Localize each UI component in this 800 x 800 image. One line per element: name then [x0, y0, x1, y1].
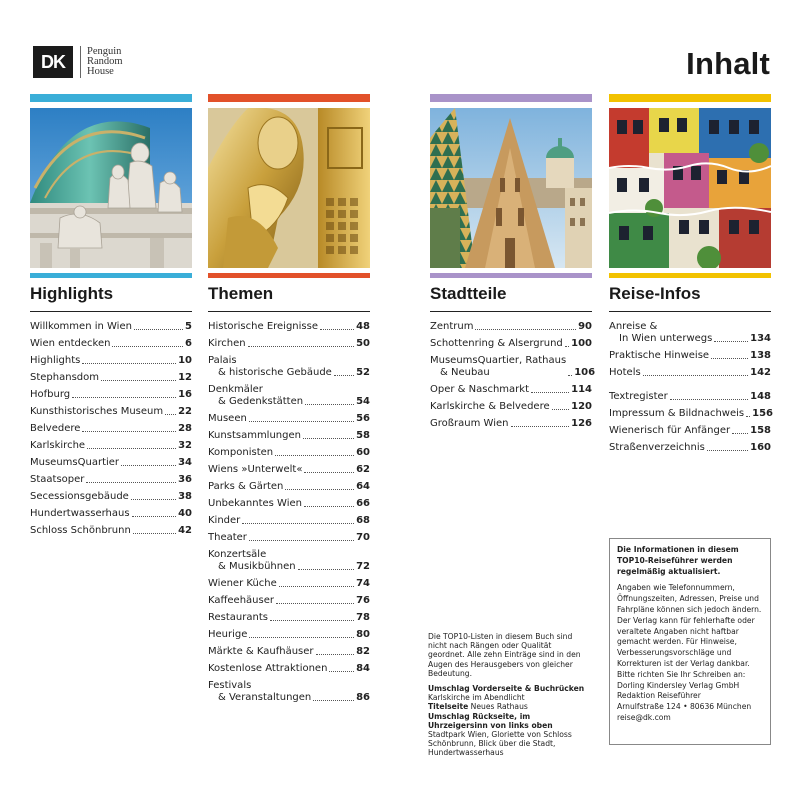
toc-page-number: 10 [178, 355, 192, 366]
section-heading-themen: Themen [208, 284, 274, 303]
toc-entry-line: & Gedenkstätten [218, 396, 304, 407]
dot-leader [711, 358, 748, 359]
toc-entry[interactable] [30, 525, 192, 537]
toc-entry[interactable] [208, 663, 370, 675]
dot-leader [132, 516, 177, 517]
toc-entry[interactable] [30, 440, 192, 452]
klimt-gold-figure-image [208, 108, 370, 268]
toc-entry-title [30, 525, 131, 537]
title-page-text: Neues Rathaus [470, 702, 528, 712]
dot-leader [121, 465, 176, 466]
section-color-rule [430, 273, 592, 278]
toc-entry-title [609, 350, 709, 362]
dot-leader [249, 637, 354, 638]
toc-entry-line: & Musikbühnen [218, 561, 296, 572]
toc-entry-title [208, 338, 246, 350]
dot-leader [732, 433, 748, 434]
dot-leader [475, 329, 576, 330]
toc-page-number: 158 [750, 425, 771, 436]
toc-entry-title [208, 498, 302, 510]
toc-entry-title [430, 401, 550, 413]
toc-entry-title [30, 491, 129, 503]
toc-entry-line: Zentrum [430, 321, 474, 332]
toc-page-number: 62 [356, 464, 370, 475]
cover-back-text: Stadtpark Wien, Gloriette von Schloss Schönbrunn, Blick über die Stadt, Hundertwasserhaus [428, 730, 572, 758]
toc-entry[interactable] [208, 413, 370, 425]
toc-list-themen [208, 321, 370, 704]
dot-leader [242, 523, 354, 524]
toc-page-number: 86 [356, 692, 370, 703]
dot-leader [531, 392, 569, 393]
toc-entry[interactable] [609, 321, 771, 345]
toc-entry[interactable] [30, 338, 192, 350]
dot-leader [131, 499, 176, 500]
toc-entry[interactable] [208, 430, 370, 442]
dk-logo-text: DK [41, 51, 65, 72]
dot-leader [165, 414, 176, 415]
dot-leader [305, 404, 354, 405]
toc-entry-line: Kostenlose Attraktionen [208, 663, 328, 674]
toc-entry-line: Willkommen in Wien [30, 321, 132, 332]
toc-entry-title [609, 425, 730, 437]
toc-entry-line: Karlskirche & Belvedere [430, 401, 550, 412]
toc-entry-title [208, 515, 240, 527]
section-color-bar [30, 94, 192, 102]
highlights-photo [30, 108, 192, 268]
toc-entry-line: Wien entdecken [30, 338, 111, 349]
toc-page-number: 68 [356, 515, 370, 526]
dot-leader [86, 482, 176, 483]
toc-entry-title [609, 442, 705, 454]
toc-entry-line: Konzertsäle [208, 549, 267, 560]
toc-entry-title [208, 612, 268, 624]
toc-column-reiseinfos [609, 94, 771, 459]
toc-page-number: 36 [178, 474, 192, 485]
dot-leader [285, 489, 354, 490]
toc-entry-line: & Neubau [440, 367, 490, 378]
section-heading-highlights: Highlights [30, 284, 114, 303]
hundertwasserhaus-image [609, 108, 771, 268]
dot-leader [133, 533, 176, 534]
toc-page-number: 6 [185, 338, 192, 349]
toc-page-number: 120 [571, 401, 592, 412]
dot-leader [248, 346, 355, 347]
toc-entry-line: Märkte & Kaufhäuser [208, 646, 314, 657]
toc-entry-line: MuseumsQuartier, Rathaus [430, 355, 567, 366]
toc-entry-line: Kirchen [208, 338, 246, 349]
toc-entry[interactable] [30, 372, 192, 384]
toc-entry-line: Kunstsammlungen [208, 430, 301, 441]
toc-page-number: 72 [356, 561, 370, 572]
toc-entry-title [430, 355, 566, 379]
toc-page-number: 60 [356, 447, 370, 458]
toc-entry[interactable] [30, 508, 192, 520]
toc-page-number: 80 [356, 629, 370, 640]
toc-entry-line: Praktische Hinweise [609, 350, 710, 361]
toc-page-number: 38 [178, 491, 192, 502]
toc-page-number: 74 [356, 578, 370, 589]
toc-entry[interactable] [208, 384, 370, 408]
toc-page-number: 48 [356, 321, 370, 332]
toc-entry-line: Textregister [609, 391, 668, 402]
toc-entry-title [609, 321, 712, 345]
dot-leader [303, 438, 354, 439]
dot-leader [82, 431, 176, 432]
reiseinfos-photo [609, 108, 771, 268]
toc-entry-line: Hundertwasserhaus [30, 508, 130, 519]
toc-entry-title [609, 367, 641, 379]
heading-underline [430, 311, 592, 312]
infobox-lead: Die Informationen in diesem TOP10-Reiseführer werden regelmäßig aktualisiert. [617, 545, 739, 576]
toc-entry-title [430, 384, 529, 396]
toc-entry-title [609, 408, 744, 420]
toc-entry-line: Historische Ereignisse [208, 321, 318, 332]
dot-leader [746, 416, 750, 417]
toc-page-number: 90 [578, 321, 592, 332]
toc-entry[interactable] [30, 491, 192, 503]
toc-entry-title [30, 389, 70, 401]
infobox-address-line: Dorling Kindersley Verlag GmbH [617, 680, 740, 690]
toc-entry-line: Wiener Küche [208, 578, 277, 589]
toc-entry-title [208, 578, 277, 590]
toc-entry[interactable] [430, 401, 592, 413]
toc-entry-line: Impressum & Bildnachweis [609, 408, 745, 419]
dot-leader [112, 346, 183, 347]
toc-entry-line: Festivals [208, 680, 252, 691]
section-color-bar [609, 94, 771, 102]
toc-entry-line: Belvedere [30, 423, 81, 434]
toc-page-number: 138 [750, 350, 771, 361]
toc-entry-title [430, 338, 563, 350]
toc-entry[interactable] [30, 321, 192, 333]
toc-page-number: 70 [356, 532, 370, 543]
toc-entry-line: Staatsoper [30, 474, 85, 485]
toc-entry-line: Kinder [208, 515, 241, 526]
top10-note [428, 632, 588, 758]
dot-leader [87, 448, 176, 449]
toc-page-number: 16 [178, 389, 192, 400]
toc-page-number: 84 [356, 663, 370, 674]
dot-leader [101, 380, 176, 381]
toc-entry-line: Wienerisch für Anfänger [609, 425, 731, 436]
toc-page-number: 160 [750, 442, 771, 453]
dot-leader [670, 399, 748, 400]
toc-list-reiseinfos [609, 321, 771, 454]
dot-leader [270, 620, 354, 621]
dot-leader [643, 375, 748, 376]
section-color-rule [208, 273, 370, 278]
dot-leader [511, 426, 570, 427]
note-intro: Die TOP10-Listen in diesem Buch sind nicht nach Rängen oder Qualität geordnet. Alle zehn Einträge sind in den Augen des Herausgebers von gleicher Bedeutung. [428, 632, 581, 678]
toc-entry-title [208, 447, 273, 459]
toc-entry-title [30, 338, 110, 350]
infobox-address-line: Arnulfstraße 124 • 80636 München [617, 702, 752, 712]
toc-entry[interactable] [30, 355, 192, 367]
toc-entry-line: Schloss Schönbrunn [30, 525, 131, 536]
toc-list-stadtteile [430, 321, 596, 430]
cover-front-label: Umschlag Vorderseite & Buchrücken [428, 684, 585, 694]
toc-entry[interactable] [609, 367, 771, 379]
toc-entry-line: Großraum Wien [430, 418, 509, 429]
toc-entry-line: Theater [208, 532, 247, 543]
toc-entry[interactable] [609, 350, 771, 362]
toc-entry[interactable] [208, 646, 370, 658]
toc-entry[interactable] [208, 595, 370, 607]
toc-entry[interactable] [430, 321, 592, 333]
toc-entry-line: Denkmäler [208, 384, 263, 395]
toc-page-number: 50 [356, 338, 370, 349]
section-heading-reiseinfos: Reise-Infos [609, 284, 701, 303]
toc-entry-line: Secessionsgebäude [30, 491, 129, 502]
toc-entry-line: Hofburg [30, 389, 71, 400]
toc-entry-line: Parks & Gärten [208, 481, 284, 492]
toc-entry-title [30, 321, 132, 333]
toc-entry-title [30, 372, 99, 384]
stephansdom-roof-image [430, 108, 592, 268]
toc-entry-title [208, 464, 302, 476]
toc-column-highlights [30, 94, 192, 542]
dot-leader [565, 346, 569, 347]
toc-entry[interactable] [430, 338, 592, 350]
publisher-name [87, 47, 123, 77]
toc-entry[interactable] [208, 532, 370, 544]
heading-underline [208, 311, 370, 312]
toc-page-number: 5 [185, 321, 192, 332]
section-color-bar [430, 94, 592, 102]
infobox-contact-intro: Bitte richten Sie Ihr Schreiben an: [617, 669, 746, 679]
dot-leader [334, 375, 354, 376]
toc-entry-title [208, 680, 311, 704]
toc-entry[interactable] [208, 578, 370, 590]
toc-entry-title [208, 532, 247, 544]
toc-entry[interactable] [208, 355, 370, 379]
dot-leader [276, 603, 354, 604]
toc-entry-title [30, 474, 84, 486]
dk-logo-mark [33, 46, 73, 78]
toc-entry[interactable] [208, 498, 370, 510]
section-heading-stadtteile: Stadtteile [430, 284, 507, 303]
dot-leader [298, 569, 355, 570]
toc-page-number: 56 [356, 413, 370, 424]
toc-page-number: 12 [178, 372, 192, 383]
toc-page-number: 148 [750, 391, 771, 402]
toc-entry[interactable] [430, 355, 596, 379]
toc-entry-title [30, 423, 80, 435]
heading-underline [609, 311, 771, 312]
dot-leader [552, 409, 570, 410]
toc-entry-line: Highlights [30, 355, 81, 366]
toc-page-number: 42 [178, 525, 192, 536]
dot-leader [279, 586, 354, 587]
dot-leader [82, 363, 176, 364]
dot-leader [714, 341, 748, 342]
cover-credits [428, 684, 588, 758]
toc-entry[interactable] [208, 481, 370, 493]
toc-entry-title [208, 595, 274, 607]
dot-leader [320, 329, 354, 330]
toc-page-number: 106 [574, 367, 596, 378]
dot-leader [72, 397, 176, 398]
toc-page-number: 32 [178, 440, 192, 451]
dot-leader [249, 540, 354, 541]
toc-entry-line: Anreise & [609, 321, 658, 332]
toc-page-number: 54 [356, 396, 370, 407]
toc-entry[interactable] [609, 442, 771, 454]
toc-entry-title [208, 355, 332, 379]
toc-page-number: 114 [571, 384, 592, 395]
publisher-line: Penguin [87, 46, 122, 57]
toc-entry-line: Straßenverzeichnis [609, 442, 705, 453]
dot-leader [275, 455, 354, 456]
toc-entry-title [430, 321, 473, 333]
toc-entry-title [208, 384, 303, 408]
toc-page-number: 78 [356, 612, 370, 623]
dot-leader [249, 421, 354, 422]
toc-entry[interactable] [30, 389, 192, 401]
toc-entry-line: Museen [208, 413, 247, 424]
dot-leader [568, 375, 572, 376]
toc-page-number: 126 [571, 418, 592, 429]
toc-page-number: 58 [356, 430, 370, 441]
toc-entry[interactable] [609, 391, 771, 403]
toc-entry[interactable] [30, 457, 192, 469]
publisher-line: House [87, 66, 114, 77]
toc-entry-line: Karlskirche [30, 440, 86, 451]
toc-page-number: 40 [178, 508, 192, 519]
toc-entry-line: Unbekanntes Wien [208, 498, 302, 509]
infobox-address-line: Redaktion Reiseführer [617, 691, 701, 701]
toc-entry-title [208, 663, 327, 675]
toc-entry[interactable] [208, 464, 370, 476]
toc-entry[interactable] [208, 549, 370, 573]
toc-entry-title [30, 440, 85, 452]
dot-leader [707, 450, 748, 451]
toc-entry-title [30, 508, 130, 520]
toc-entry[interactable] [609, 408, 771, 420]
toc-entry-title [430, 418, 509, 430]
toc-page-number: 156 [752, 408, 773, 419]
page-title: Inhalt [686, 46, 770, 81]
toc-entry-line: Kunsthistorisches Museum [30, 406, 164, 417]
toc-entry-title [208, 629, 247, 641]
toc-column-stadtteile [430, 94, 596, 435]
toc-entry-line: Palais [208, 355, 237, 366]
toc-entry[interactable] [208, 321, 370, 333]
toc-entry-title [208, 321, 318, 333]
toc-entry-title [30, 406, 163, 418]
toc-page-number: 142 [750, 367, 771, 378]
toc-entry-line: Oper & Naschmarkt [430, 384, 529, 395]
toc-entry[interactable] [208, 515, 370, 527]
toc-entry[interactable] [30, 474, 192, 486]
toc-entry-line: Schottenring & Alsergrund [430, 338, 563, 349]
publisher-logo [33, 46, 123, 78]
toc-entry[interactable] [30, 423, 192, 435]
toc-entry-line: & Veranstaltungen [218, 692, 312, 703]
toc-entry[interactable] [430, 384, 592, 396]
toc-page-number: 76 [356, 595, 370, 606]
dot-leader [316, 654, 355, 655]
toc-entry-line: Heurige [208, 629, 248, 640]
hofburg-statues-image [30, 108, 192, 268]
toc-list-highlights [30, 321, 192, 537]
toc-entry-title [208, 430, 301, 442]
toc-entry-line: & historische Gebäude [218, 367, 332, 378]
toc-entry[interactable] [609, 425, 771, 437]
update-info-box [609, 538, 771, 745]
toc-page-number: 134 [750, 333, 771, 344]
toc-entry-title [30, 355, 80, 367]
infobox-body: Angaben wie Telefonnummern, Öffnungszeiten, Adressen, Preise und Fahrpläne können sich jedoch ändern. Der Verlag kann für fehlerhafte oder veraltete Angaben nicht haftbar gemacht werden. Für Hinweise, Verbesserungsvorschläge und Korrekturen ist der Verlag dankbar. [617, 583, 762, 668]
toc-entry-title [208, 481, 283, 493]
toc-page-number: 34 [178, 457, 192, 468]
section-color-rule [609, 273, 771, 278]
themen-photo [208, 108, 370, 268]
toc-page-number: 52 [356, 367, 370, 378]
toc-page-number: 82 [356, 646, 370, 657]
toc-entry-line: Stephansdom [30, 372, 99, 383]
cover-front-text: Karlskirche im Abendlicht [428, 693, 525, 703]
cover-back-label: Umschlag Rückseite, im Uhrzeigersinn von links oben [428, 711, 553, 730]
toc-entry-title [208, 646, 314, 658]
heading-underline [30, 311, 192, 312]
toc-entry[interactable] [430, 418, 592, 430]
dot-leader [313, 700, 354, 701]
toc-entry-line: Hotels [609, 367, 641, 378]
toc-page-number: 28 [178, 423, 192, 434]
section-color-bar [208, 94, 370, 102]
toc-entry-line: Kaffeehäuser [208, 595, 274, 606]
toc-entry[interactable] [208, 447, 370, 459]
toc-entry-line: Komponisten [208, 447, 274, 458]
toc-entry-line: Wiens »Unterwelt« [208, 464, 303, 475]
publisher-line: Random [87, 56, 123, 67]
toc-entry-title [208, 549, 296, 573]
toc-entry-title [30, 457, 119, 469]
toc-column-themen [208, 94, 370, 709]
toc-page-number: 22 [178, 406, 192, 417]
toc-entry[interactable] [208, 338, 370, 350]
dot-leader [329, 671, 354, 672]
toc-entry[interactable] [208, 680, 370, 704]
toc-page-number: 100 [571, 338, 592, 349]
dot-leader [304, 506, 354, 507]
toc-page-number: 66 [356, 498, 370, 509]
section-color-rule [30, 273, 192, 278]
dot-leader [304, 472, 354, 473]
title-page-label: Titelseite [428, 702, 469, 712]
toc-entry-title [609, 391, 668, 403]
dot-leader [134, 329, 183, 330]
toc-entry[interactable] [208, 629, 370, 641]
toc-page-number: 64 [356, 481, 370, 492]
toc-entry-line: MuseumsQuartier [30, 457, 120, 468]
stadtteile-photo [430, 108, 592, 268]
toc-entry-line: Restaurants [208, 612, 268, 623]
toc-entry-line: In Wien unterwegs [619, 333, 713, 344]
toc-entry[interactable] [30, 406, 192, 418]
logo-divider [80, 46, 81, 78]
toc-entry[interactable] [208, 612, 370, 624]
toc-entry-title [208, 413, 247, 425]
infobox-email[interactable]: reise@dk.com [617, 712, 671, 722]
